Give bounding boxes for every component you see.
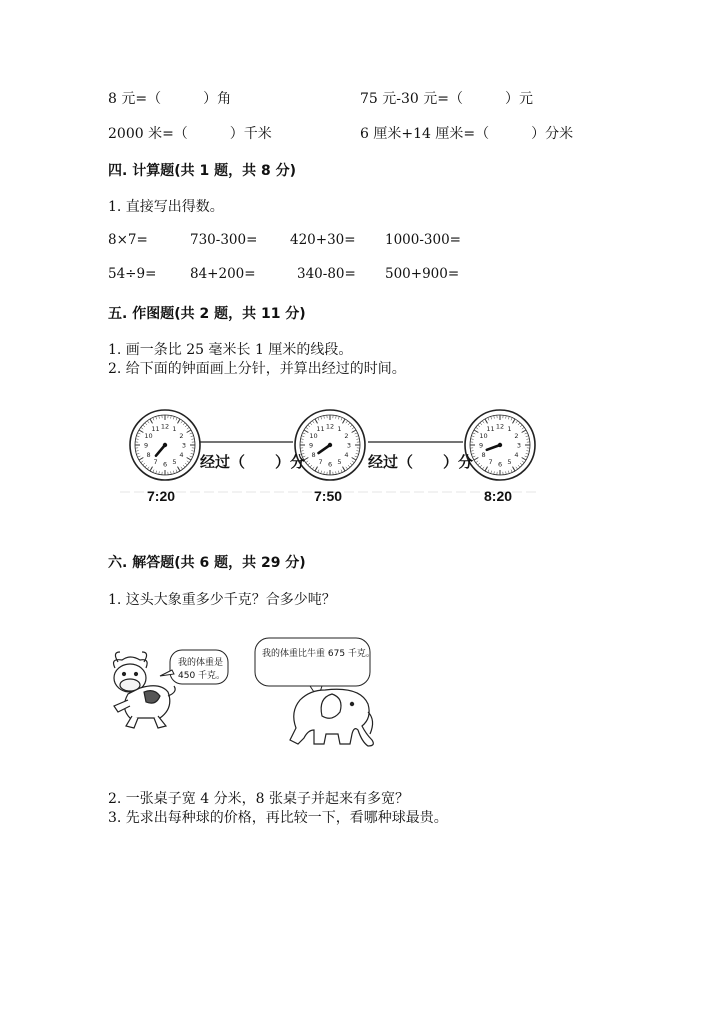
clock-number: 5	[507, 457, 512, 466]
clock-number: 2	[179, 432, 184, 440]
clock-number: 8	[481, 451, 486, 459]
section-5-title: 五. 作图题(共 2 题，共 11 分)	[108, 306, 306, 322]
calc-item: 500+900=	[385, 266, 460, 282]
clock-number: 4	[179, 451, 184, 459]
clock-time-2: 7:50	[314, 488, 343, 504]
clock-center	[163, 443, 167, 447]
clock-number: 5	[337, 457, 342, 466]
clock-number: 4	[514, 451, 519, 459]
clock-center	[498, 443, 502, 447]
calc-item: 420+30=	[290, 232, 356, 248]
section-6-title: 六. 解答题(共 6 题，共 29 分)	[108, 555, 306, 571]
section-5-question-2: 2. 给下面的钟面画上分针，并算出经过的时间。	[108, 361, 406, 377]
conversion-item-4: 6 厘米+14 厘米=（ ）分米	[360, 126, 574, 142]
cow-drawing	[114, 652, 176, 728]
clock-face	[295, 410, 365, 480]
clock-number: 9	[308, 441, 314, 450]
clock-center	[328, 443, 332, 447]
clock-number: 9	[143, 441, 149, 450]
clock-number: 1	[507, 425, 512, 434]
conversion-item-3: 2000 米=（ ）千米	[108, 126, 272, 142]
clock-number: 3	[516, 441, 522, 450]
calc-item: 8×7=	[108, 232, 148, 248]
clock-face	[130, 410, 200, 480]
clock-number: 1	[172, 425, 177, 434]
clock-number: 10	[479, 432, 488, 440]
clock-number: 7	[153, 457, 158, 466]
clock-number: 10	[144, 432, 153, 440]
elapsed-time-label-1: 经过（ ）分	[200, 453, 306, 471]
clock-number: 5	[172, 457, 177, 466]
calc-item: 1000-300=	[385, 232, 461, 248]
calc-item: 84+200=	[190, 266, 256, 282]
calc-item: 54÷9=	[108, 266, 157, 282]
clock-number: 12	[495, 422, 505, 431]
conversion-item-2: 75 元-30 元=（ ）元	[360, 91, 533, 107]
clock-number: 12	[325, 422, 335, 431]
clock-number: 2	[344, 432, 349, 440]
clock-number: 2	[514, 432, 519, 440]
clock-number: 7	[488, 457, 493, 466]
clock-time-3: 8:20	[484, 488, 513, 504]
clock-number: 6	[327, 460, 333, 469]
clock-face	[465, 410, 535, 480]
clock-number: 6	[497, 460, 503, 469]
elapsed-time-label-2: 经过（ ）分	[368, 453, 474, 471]
cow-speech-line-1: 我的体重是	[178, 658, 224, 668]
clock-number: 8	[146, 451, 151, 459]
section-6-question-1: 1. 这头大象重多少千克？合多少吨？	[108, 592, 336, 608]
section-6-question-2: 2. 一张桌子宽 4 分米，8 张桌子并起来有多宽？	[108, 791, 409, 807]
clock-number: 6	[162, 460, 168, 469]
section-4-question-1: 1. 直接写出得数。	[108, 199, 224, 215]
clock-number: 11	[151, 425, 160, 434]
clock-number: 11	[316, 425, 325, 434]
clock-number: 10	[309, 432, 318, 440]
section-6-question-3: 3. 先求出每种球的价格，再比较一下，看哪种球最贵。	[108, 810, 448, 826]
clock-time-1: 7:20	[147, 488, 176, 504]
cow-speech-line-2: 450 千克。	[178, 671, 226, 681]
elephant-drawing	[290, 689, 373, 746]
clock-number: 1	[337, 425, 342, 434]
clock-number: 11	[486, 425, 495, 434]
conversion-item-1: 8 元=（ ）角	[108, 91, 232, 107]
section-4-title: 四. 计算题(共 1 题，共 8 分)	[108, 163, 296, 179]
section-5-question-1: 1. 画一条比 25 毫米长 1 厘米的线段。	[108, 342, 353, 358]
clock-number: 3	[346, 441, 352, 450]
calc-item: 730-300=	[190, 232, 258, 248]
clock-number: 7	[318, 457, 323, 466]
clock-number: 8	[311, 451, 316, 459]
clock-number: 4	[344, 451, 349, 459]
clock-number: 12	[160, 422, 170, 431]
clock-number: 3	[181, 441, 187, 450]
elephant-speech: 我的体重比牛重 675 千克。	[262, 649, 375, 659]
clock-number: 9	[478, 441, 484, 450]
calc-item: 340-80=	[297, 266, 356, 282]
